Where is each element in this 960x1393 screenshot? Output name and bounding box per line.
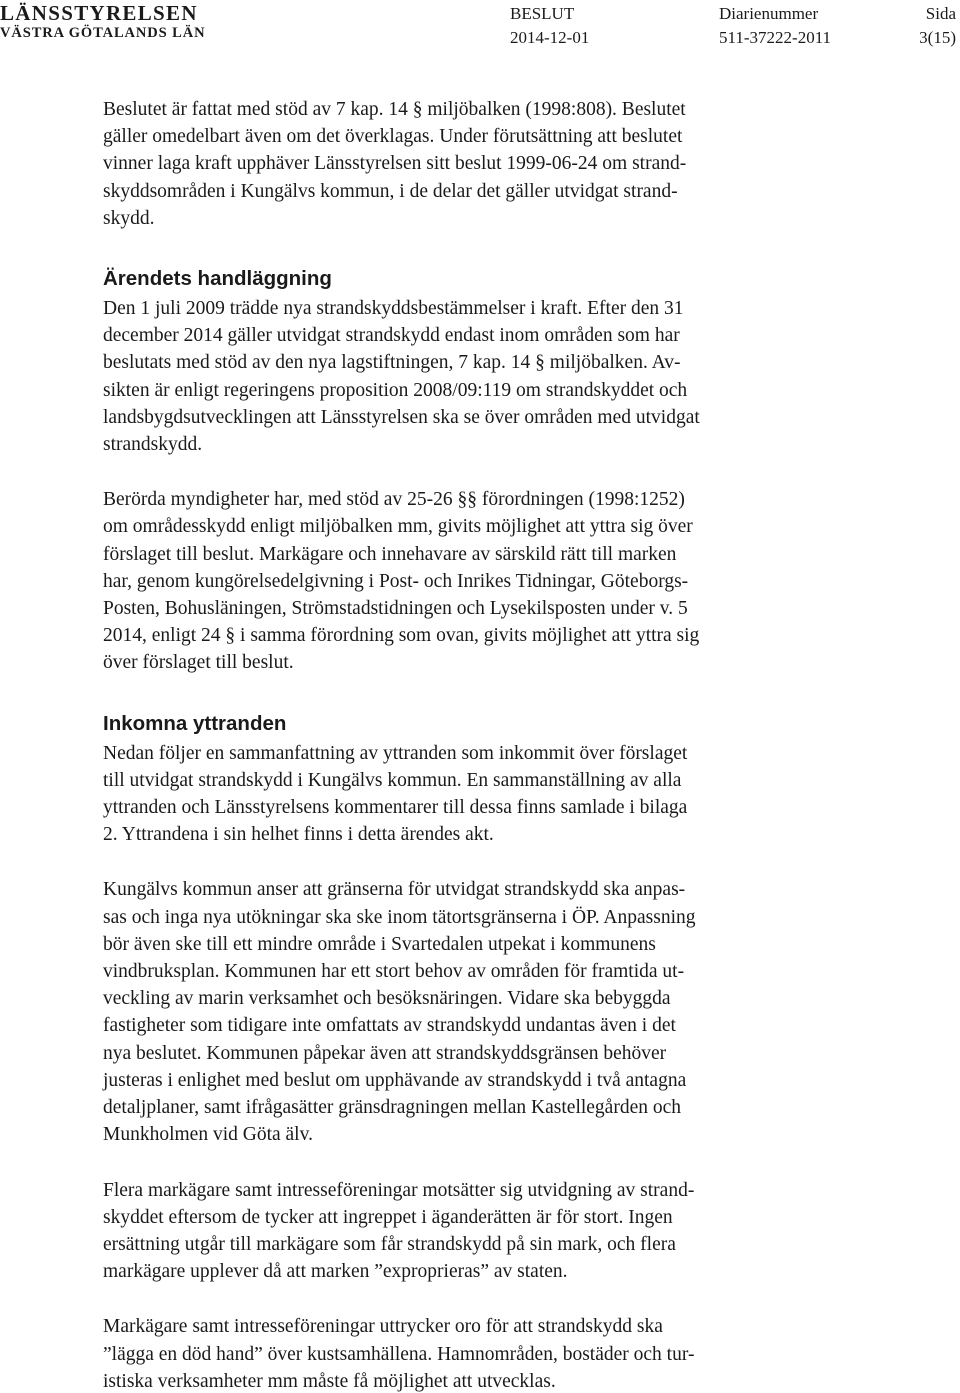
page-number-block xyxy=(919,2,956,50)
document-body xyxy=(103,96,823,1393)
heading-arendets-handlaggning: Ärendets handläggning xyxy=(103,267,332,291)
page-label: Sida xyxy=(925,4,956,23)
document-header xyxy=(0,0,960,48)
doc-type: BESLUT xyxy=(510,4,575,23)
diarie-block xyxy=(719,2,831,50)
paragraph-markagare-utveckling: Markägare samt intresseföreningar uttrycker oro för att strandskydd ska ”lägga en död hand” över kustsamhällena. Hamnområden, bostäder och tur- istiska verksamheter mm måste få möjlighet att utvecklas. xyxy=(103,1316,695,1392)
doc-type-block xyxy=(510,2,589,50)
org-region: VÄSTRA GÖTALANDS LÄN xyxy=(0,25,206,41)
doc-date: 2014-12-01 xyxy=(510,28,590,47)
paragraph-decision-basis: Beslutet är fattat med stöd av 7 kap. 14 § miljöbalken (1998:808). Beslutet gäller omedelbart även om det överklagas. Under förutsättning att beslutet vinner laga kraft upphäver Länsstyrelsen sitt beslut 1999-06-24 om strand- skyddsområden i Kungälvs kommun, i de delar det gäller utvidgat strand- skydd. xyxy=(103,99,687,229)
paragraph-markagare-expropriation: Flera markägare samt intresseföreningar motsätter sig utvidgning av strand- skyddet eftersom de tycker att ingreppet i äganderätten är för stort. Ingen ersättning utgår till markägare som får strandskydd på sin mark, och flera markägare upplever då att marken ”exproprieras” av staten. xyxy=(103,1179,695,1283)
paragraph-kungalvs-kommun: Kungälvs kommun anser att gränserna för utvidgat strandskydd ska anpas- sas och inga nya utökningar ska ske inom tätortsgränserna i ÖP. Anpassning bör även ske till ett mindre område i Svartedalen utpekat i kommunens vindbruksplan. Kommunen har ett stort behov av områden för framtida ut- veckling av marin verksamhet och besöksnäringen. Vidare ska bebyggda fastigheter som tidigare inte omfattats av strandskydd undantas även i det nya beslutet. Kommunen påpekar även att strandskyddsgränsen behöver justeras i enlighet med beslut om upphävande av strandskydd i två antagna detaljplaner, samt ifrågasätter gränsdragningen mellan Kastellegården och Munkholmen vid Göta älv. xyxy=(103,879,696,1146)
org-logo xyxy=(0,2,230,42)
page-number: 3(15) xyxy=(919,28,956,47)
paragraph-yttranden-intro: Nedan följer en sammanfattning av yttranden som inkommit över förslaget till utvidgat strandskydd i Kungälvs kommun. En sammanställning av alla yttranden och Länsstyrelsens kommentarer till dessa finns samlade i bilaga 2. Yttrandena i sin helhet finns i detta ärendes akt. xyxy=(103,742,688,846)
org-name: LÄNSSTYRELSEN xyxy=(0,1,198,25)
heading-inkomna-yttranden: Inkomna yttranden xyxy=(103,711,287,735)
paragraph-handlaggning: Den 1 juli 2009 trädde nya strandskyddsbestämmelser i kraft. Efter den 31 december 2014 gäller utvidgat strandskydd endast inom områden som har beslutats med stöd av den nya lagstiftningen, 7 kap. 14 § miljöbalken. Av- sikten är enligt regeringens proposition 2008/09:119 om strandskyddet och landsbygdsutvecklingen att Länsstyrelsen ska se över områden med utvidgat strandskydd. xyxy=(103,298,700,456)
diarie-label: Diarienummer xyxy=(719,4,819,23)
paragraph-berorda-myndigheter: Berörda myndigheter har, med stöd av 25-26 §§ förordningen (1998:1252) om områdesskydd enligt miljöbalken mm, givits möjlighet att yttra sig över förslaget till beslut. Markägare och innehavare av särskild rätt till marken har, genom kungörelsedelgivning i Post- och Inrikes Tidningar, Göteborgs- Posten, Bohusläningen, Strömstadstidningen och Lysekilsposten under v. 5 2014, enligt 24 § i samma förordning som ovan, givits möjlighet att yttra sig över förslaget till beslut. xyxy=(103,489,700,674)
diarie-number: 511-37222-2011 xyxy=(719,28,832,47)
